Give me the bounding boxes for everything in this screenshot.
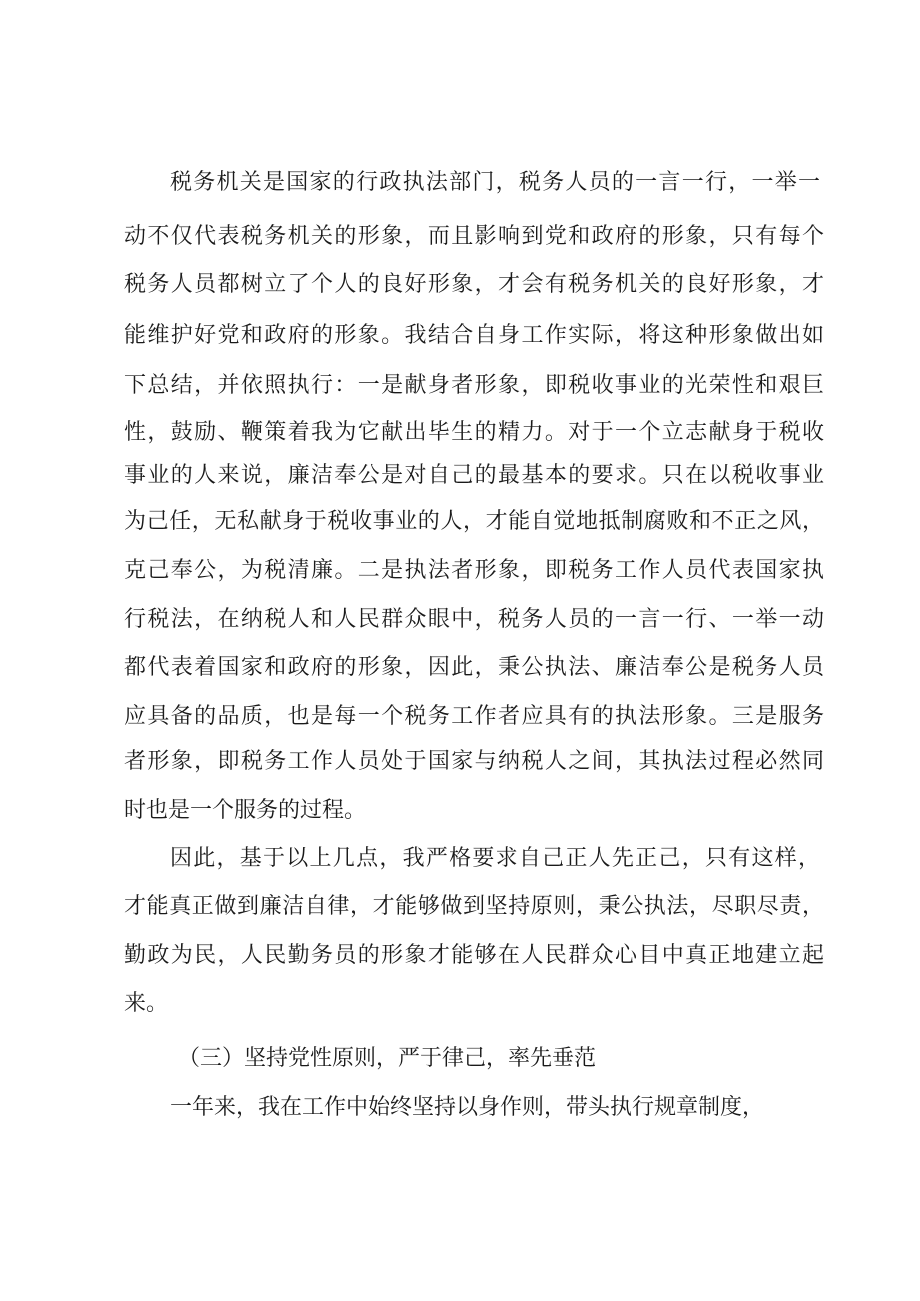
paragraph-1-line-9: 克己奉公，为税清廉。二是执法者形象，即税务工作人员代表国家执 [124,558,824,583]
paragraph-1-line-11: 都代表着国家和政府的形象，因此，秉公执法、廉洁奉公是税务人员 [124,655,824,680]
paragraph-1-line-5: 下总结，并依照执行：一是献身者形象，即税收事业的光荣性和艰巨 [124,373,824,398]
paragraph-2-line-3: 勤政为民，人民勤务员的形象才能够在人民群众心目中真正地建立起 [124,943,824,968]
paragraph-1-line-12: 应具备的品质，也是每一个税务工作者应具有的执法形象。三是服务 [124,704,824,729]
paragraph-3-line-1: 一年来，我在工作中始终坚持以身作则，带头执行规章制度， [170,1095,765,1120]
paragraph-1-line-14: 时也是一个服务的过程。 [124,798,367,823]
paragraph-2-line-1: 因此，基于以上几点，我严格要求自己正人先正己，只有这样， [170,846,820,871]
paragraph-1-line-3: 税务人员都树立了个人的良好形象，才会有税务机关的良好形象，才 [124,272,824,297]
paragraph-1-line-8: 为己任，无私献身于税收事业的人，才能自觉地抵制腐败和不正之风， [124,509,824,534]
paragraph-2-line-4: 来。 [124,991,169,1016]
paragraph-1-line-6: 性，鼓励、鞭策着我为它献出毕生的精力。对于一个立志献身于税收 [124,420,824,445]
paragraph-2-line-2: 才能真正做到廉洁自律，才能够做到坚持原则，秉公执法，尽职尽责， [124,894,824,919]
paragraph-1-line-4: 能维护好党和政府的形象。我结合自身工作实际，将这种形象做出如 [124,323,824,348]
section-heading: （三）坚持党性原则，严于律己，率先垂范 [178,1046,597,1071]
paragraph-1-line-1: 税务机关是国家的行政执法部门，税务人员的一言一行，一举一 [170,170,820,195]
paragraph-1-line-2: 动不仅代表税务机关的形象，而且影响到党和政府的形象，只有每个 [124,224,824,249]
paragraph-1-line-13: 者形象，即税务工作人员处于国家与纳税人之间，其执法过程必然同 [124,749,824,774]
paragraph-1-line-7: 事业的人来说，廉洁奉公是对自己的最基本的要求。只在以税收事业 [124,463,824,488]
paragraph-1-line-10: 行税法，在纳税人和人民群众眼中，税务人员的一言一行、一举一动 [124,607,824,632]
